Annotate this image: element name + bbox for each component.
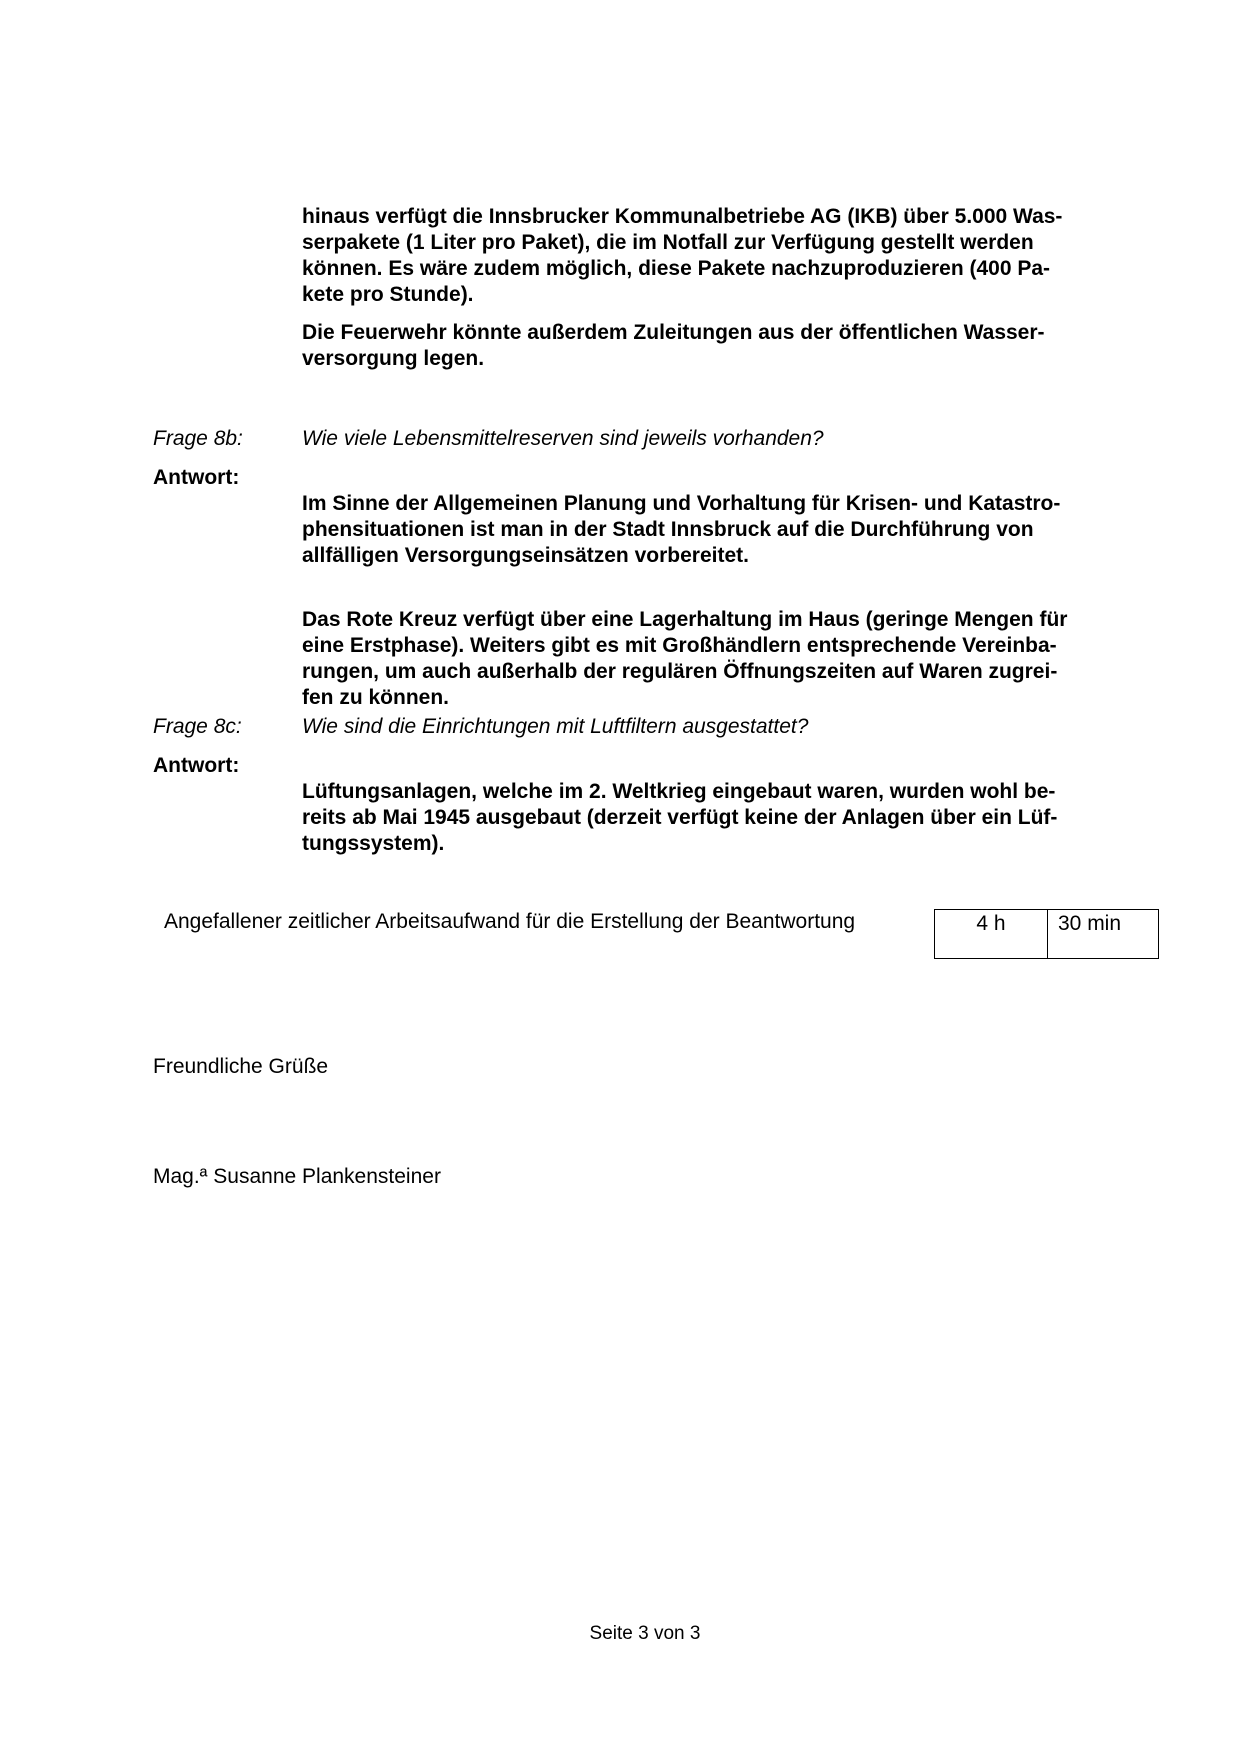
answer-text xyxy=(302,753,1142,883)
signature-name: Mag.ª Susanne Plankensteiner xyxy=(153,1165,441,1188)
answer-paragraph: Lüftungsanlagen, welche im 2. Weltkrieg eingebaut waren, wurden wohl be- reits ab Mai 1945 ausgebaut (derzeit verfügt keine der Anlagen über ein Lüf- tungssystem). xyxy=(302,780,1058,855)
effort-label: Angefallener zeitlicher Arbeitsaufwand für die Erstellung der Beantwortung xyxy=(164,910,856,933)
page-number: Seite 3 von 3 xyxy=(589,1623,701,1644)
answer-paragraph: Im Sinne der Allgemeinen Planung und Vorhaltung für Krisen- und Katastro- phensituationen ist man in der Stadt Innsbruck auf die Durchführung von allfälligen Versorgungseinsätzen vorbereitet. xyxy=(302,492,1061,567)
question-label: Frage 8b: xyxy=(153,427,243,450)
effort-minutes: 30 min xyxy=(1048,910,1159,959)
effort-hours: 4 h xyxy=(935,910,1048,959)
greeting: Freundliche Grüße xyxy=(153,1055,329,1078)
continuation-paragraph: hinaus verfügt die Innsbrucker Kommunalbetriebe AG (IKB) über 5.000 Was- serpakete (1 Liter pro Paket), die im Notfall zur Verfügung gestellt werden können. Es wäre zudem möglich, diese Pakete nachzuproduzieren (400 Pa- kete pro Stunde). xyxy=(302,205,1063,306)
continuation-paragraph: Die Feuerwehr könnte außerdem Zuleitungen aus der öffentlichen Wasser- versorgung legen. xyxy=(302,321,1045,370)
effort-table xyxy=(934,909,1159,959)
answer-paragraph: Das Rote Kreuz verfügt über eine Lagerhaltung im Haus (geringe Mengen für eine Erstphase). Weiters gibt es mit Großhändlern entsprechende Vereinba- rungen, um auch außerhalb der regulären Öffnungszeiten auf Waren zugrei- fen zu können. xyxy=(302,608,1068,709)
question-text: Wie sind die Einrichtungen mit Luftfiltern ausgestattet? xyxy=(302,715,809,738)
answer-label: Antwort: xyxy=(153,466,240,489)
answer-label: Antwort: xyxy=(153,754,240,777)
answer-text xyxy=(302,465,1142,737)
question-text: Wie viele Lebensmittelreserven sind jeweils vorhanden? xyxy=(302,427,824,450)
continuation-block xyxy=(302,204,1142,372)
question-label: Frage 8c: xyxy=(153,715,242,738)
